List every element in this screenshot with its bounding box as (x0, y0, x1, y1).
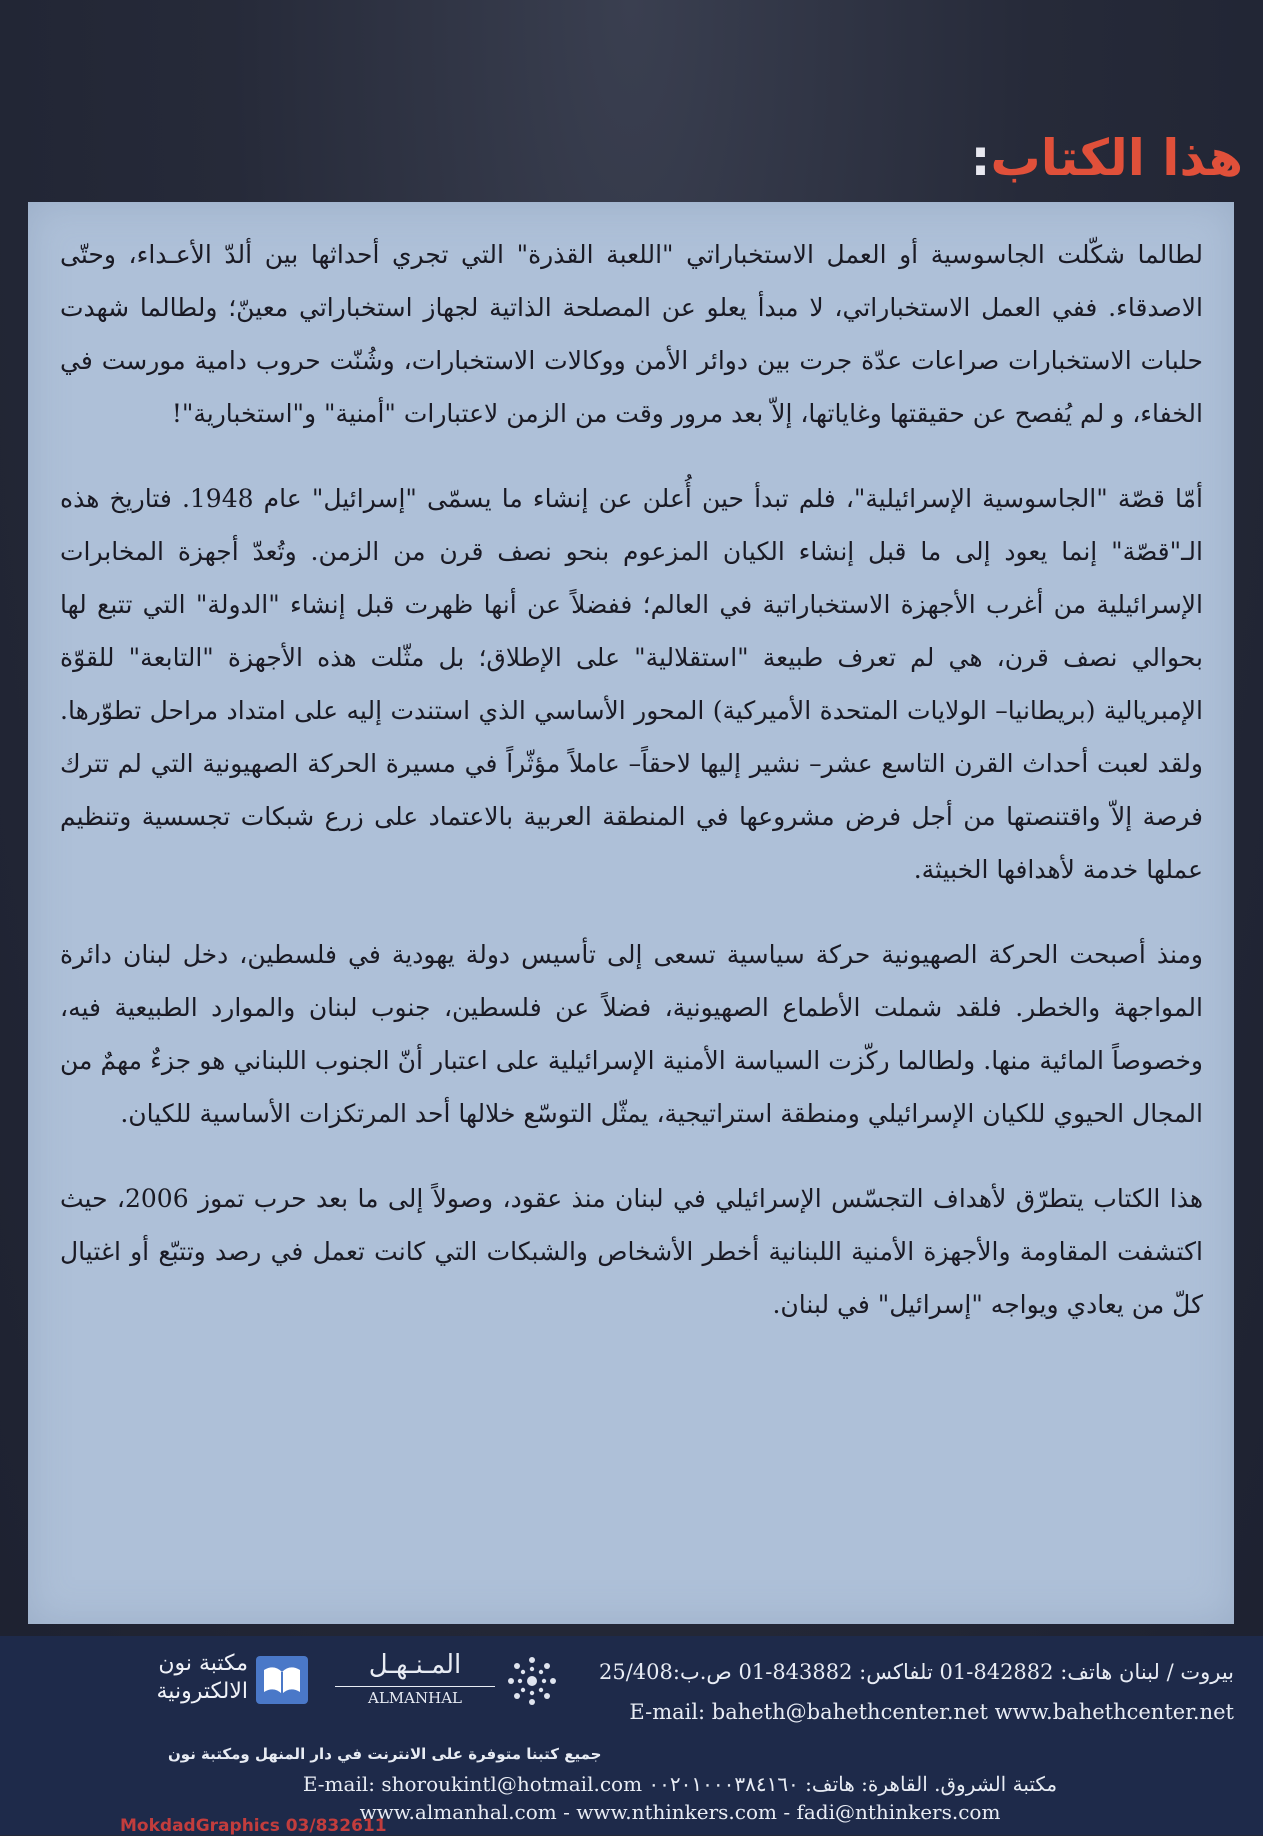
almanhal-logo (335, 1648, 575, 1718)
publisher-address: بيروت / لبنان هاتف: 842882-01 تلفاكس: 843882-01 ص.ب:25/408 (598, 1660, 1234, 1684)
blurb-paragraph: هذا الكتاب يتطرّق لأهداف التجسّس الإسرائيلي في لبنان منذ عقود، وصولاً إلى ما بعد حرب تموز 2006، حيث اكتشفت المقاومة والأجهزة الأمنية اللبنانية أخطر الأشخاص والشبكات التي كانت تعمل في رصد وتتبّع أو اغتيال كلّ من يعادي ويواجه "إسرائيل" في لبنان. (60, 1184, 1203, 1319)
blurb-paragraph: ومنذ أصبحت الحركة الصهيونية حركة سياسية تسعى إلى تأسيس دولة يهودية في فلسطين، دخل لبنان دائرة المواجهة والخطر. فلقد شملت الأطماع الصهيونية، فضلاً عن فلسطين، جنوب لبنان والموارد الطبيعية فيه، وخصوصاً المائية منها. ولطالما ركّزت السياسة الأمنية الإسرائيلية على اعتبار أنّ الجنوب اللبناني هو جزءٌ مهمٌ من المجال الحيوي للكيان الإسرائيلي ومنطقة استراتيجية، يمثّل التوسّع خلالها أحد المرتكزات الأساسية للكيان. (60, 940, 1203, 1128)
heading-title: هذا الكتاب (990, 129, 1243, 187)
shorouk-distributor-line: مكتبة الشروق. القاهرة: هاتف: ٠٠٢٠١٠٠٠٣٨٤١٦٠ E-mail: shoroukintl@hotmail.com (302, 1772, 1058, 1796)
noon-book-icon (256, 1656, 308, 1704)
blurb-text (60, 228, 1203, 1331)
section-heading (970, 128, 1243, 188)
noon-logo-text: مكتبة نون الالكترونية (156, 1651, 248, 1704)
blurb-paragraph: أمّا قصّة "الجاسوسية الإسرائيلية"، فلم تبدأ حين أُعلن عن إنشاء ما يسمّى "إسرائيل" عام 1948. فتاريخ هذه الـ"قصّة" إنما يعود إلى ما قبل إنشاء الكيان المزعوم بنحو نصف قرن من الزمن. وتُعدّ أجهزة المخابرات الإسرائيلية من أغرب الأجهزة الاستخباراتية في العالم؛ ففضلاً عن أنها ظهرت قبل إنشاء "الدولة" التي تتبع لها بحوالي نصف قرن، هي لم تعرف طبيعة "استقلالية" على الإطلاق؛ بل مثّلت هذه الأجهزة "التابعة" للقوّة الإمبريالية (بريطانيا– الولايات المتحدة الأميركية) المحور الأساسي الذي استندت إليه على امتداد مراحل تطوّرها. ولقد لعبت أحداث القرن التاسع عشر– نشير إليها لاحقاً– عاملاً مؤثّراً في مسيرة الحركة الصهيونية التي لم تترك فرصة إلاّ واقتنصتها من أجل فرض مشروعها في المنطقة العربية بالاعتماد على زرع شبكات تجسسية وتنظيم عملها خدمة لأهدافها الخبيثة. (60, 484, 1203, 884)
noon-library-logo (128, 1650, 318, 1712)
almanhal-latin-wordmark: ALMANHAL (335, 1686, 495, 1707)
almanhal-arabic-wordmark: المـنـهـل (368, 1650, 462, 1680)
publisher-contact: E-mail: baheth@bahethcenter.net www.bahethcenter.net (629, 1700, 1234, 1724)
almanhal-star-icon (503, 1652, 561, 1710)
printer-credit: MokdadGraphics 03/832611 (120, 1816, 387, 1836)
online-availability-note: جميع كتبنا متوفرة على الانترنت في دار المنهل ومكتبة نون (168, 1745, 602, 1763)
websites-line: www.almanhal.com - www.nthinkers.com - fadi@nthinkers.com (359, 1800, 1001, 1824)
blurb-paragraph: لطالما شكّلت الجاسوسية أو العمل الاستخباراتي "اللعبة القذرة" التي تجري أحداثها بين ألدّ الأعـداء، وحتّى الاصدقاء. ففي العمل الاستخباراتي، لا مبدأ يعلو عن المصلحة الذاتية لجهاز استخباراتي معينّ؛ ولطالما شهدت حلبات الاستخبارات صراعات عدّة جرت بين دوائر الأمن ووكالات الاستخبارات، وشُنّت حروب دامية مورست في الخفاء، و لم يُفصح عن حقيقتها وغاياتها، إلاّ بعد مرور وقت من الزمن لاعتبارات "أمنية" و"استخبارية"! (60, 240, 1203, 428)
heading-colon: : (970, 129, 991, 187)
